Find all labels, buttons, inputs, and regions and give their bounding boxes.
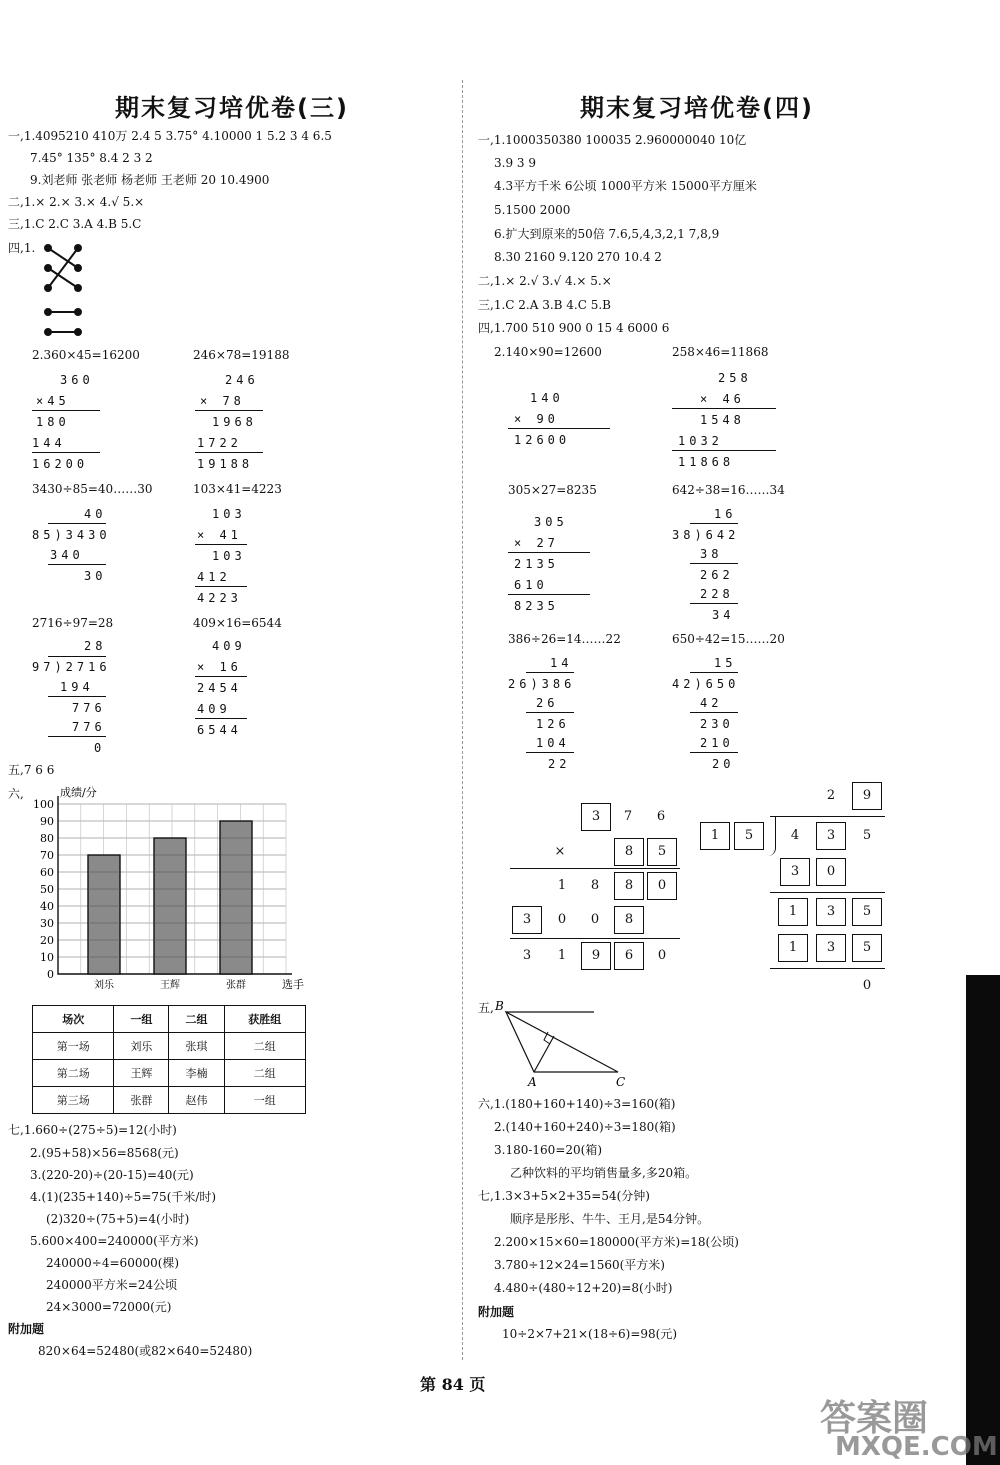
calc-rule (672, 408, 776, 409)
calc-row: 305 (534, 515, 568, 529)
table-header (33, 1006, 306, 1033)
chart-yticks (33, 798, 54, 981)
calc-rule (195, 544, 247, 545)
calc-row: 1548 (700, 413, 745, 427)
bar-chart (20, 782, 320, 994)
y-tick-label: 30 (40, 917, 54, 930)
calc-row: 412 (197, 570, 231, 584)
table-row (33, 1060, 306, 1087)
calc-rule (526, 752, 574, 753)
calc-row: × 78 (200, 394, 245, 408)
puzzle-box: 5 (647, 838, 677, 866)
table-cell: 张群 (114, 1087, 169, 1114)
right-q6-4: 乙种饮料的平均销售量多,多20箱。 (510, 1166, 698, 1180)
table-cell: 王辉 (114, 1060, 169, 1087)
point-a-label: A (528, 1075, 537, 1089)
calc-row: 2454 (197, 681, 242, 695)
chart-xlabels (94, 978, 246, 991)
puzzle-box: 5 (734, 822, 764, 850)
table-header-cell: 二组 (169, 1006, 224, 1033)
calc-row: 210 (700, 736, 734, 750)
left-q6-label: 六, (8, 787, 24, 801)
calc-row: 258 (718, 371, 752, 385)
table-row (33, 1033, 306, 1060)
calc-row: 104 (536, 736, 570, 750)
calc-eq: 103×41=4223 (193, 482, 282, 496)
puzzle-rule (770, 892, 885, 893)
right-title: 期末复习培优卷(四) (580, 94, 814, 122)
y-tick-label: 60 (40, 866, 54, 879)
calc-rule (690, 712, 738, 713)
table-cell: 张琪 (169, 1033, 224, 1060)
calc-row: 776 (72, 701, 106, 715)
left-q7-9: 24×3000=72000(元) (46, 1300, 172, 1314)
calc-row: 16 (714, 507, 737, 521)
left-q7-6: 5.600×400=240000(平方米) (30, 1234, 199, 1248)
calc-eq: 386÷26=14……22 (508, 632, 621, 646)
calc-eq: 3430÷85=40……30 (32, 482, 153, 496)
calc-row: 8235 (514, 599, 559, 613)
puzzle-box: 9 (852, 782, 882, 810)
calc-row: 26 (536, 696, 559, 710)
puzzle-box: 6 (614, 942, 644, 970)
left-q7-5: (2)320÷(75+5)=4(小时) (46, 1212, 190, 1226)
y-tick-label: 80 (40, 832, 54, 845)
calc-row: 15 (714, 656, 737, 670)
point-b-label: B (495, 999, 504, 1013)
bar-张群 (220, 821, 252, 974)
x-tick-label: 张群 (226, 980, 246, 991)
x-tick-label: 王辉 (160, 980, 180, 991)
right-q7-5: 4.480÷(480÷12+20)=8(小时) (494, 1281, 673, 1295)
table-cell: 李楠 (169, 1060, 224, 1087)
puzzle-operator: × (554, 844, 566, 859)
calc-row: 30 (84, 569, 107, 583)
calc-row: 38)642 (672, 528, 740, 542)
calc-row: 26)386 (508, 677, 576, 691)
left-q5: 五,7 6 6 (8, 763, 55, 777)
calc-row: 610 (514, 578, 548, 592)
chart-xlabel: 选手 (282, 978, 304, 991)
calc-row: 194 (60, 680, 94, 694)
right-line-4: 5.1500 2000 (494, 203, 571, 217)
calc-rule (526, 712, 574, 713)
right-q6-3: 3.180-160=20(箱) (494, 1143, 603, 1157)
puzzle-digit: 0 (657, 948, 667, 963)
calc-row: 409 (197, 702, 231, 716)
calc-row: 262 (700, 568, 734, 582)
puzzle-digit: 4 (790, 828, 800, 843)
calc-row: 97)2716 (32, 660, 111, 674)
calc-rule (690, 523, 738, 524)
right-line-1: 一,1.1000350380 100035 2.960000040 10亿 (478, 133, 747, 147)
bar-刘乐 (88, 855, 120, 974)
calc-eq: 409×16=6544 (193, 616, 282, 630)
matching-diagram (40, 240, 90, 340)
y-tick-label: 0 (47, 968, 54, 981)
right-line-5: 6.扩大到原来的50倍 7.6,5,4,3,2,1 7,8,9 (494, 227, 720, 241)
left-q7-8: 240000平方米=24公顷 (46, 1278, 178, 1292)
puzzle-box: 1 (700, 822, 730, 850)
puzzle-rule (510, 938, 680, 939)
calc-row: 42)650 (672, 677, 740, 691)
table-header-cell: 场次 (33, 1006, 114, 1033)
calc-rule (195, 452, 263, 453)
calc-row: 4223 (197, 591, 242, 605)
puzzle-box: 5 (852, 898, 882, 926)
right-line-2: 3.9 3 9 (494, 156, 536, 170)
right-line-9: 四,1.700 510 900 0 15 4 6000 6 (478, 321, 670, 335)
calc-rule (48, 564, 106, 565)
puzzle-box: 0 (816, 858, 846, 886)
calc-rule (690, 563, 738, 564)
calc-row: 28 (84, 639, 107, 653)
calc-row: 1968 (212, 415, 257, 429)
puzzle-digit: 2 (826, 788, 836, 803)
calc-row: 0 (94, 741, 106, 755)
left-q7-2: 2.(95+58)×56=8568(元) (30, 1146, 179, 1160)
left-title: 期末复习培优卷(三) (115, 94, 349, 122)
calc-eq: 305×27=8235 (508, 483, 597, 497)
calc-row: 19188 (197, 457, 254, 471)
calc-rule (508, 428, 610, 429)
left-line-3: 9.刘老师 张老师 杨老师 王老师 20 10.4900 (30, 173, 270, 187)
calc-row: × 16 (197, 660, 242, 674)
right-q6-2: 2.(140+160+240)÷3=180(箱) (494, 1120, 676, 1134)
right-q7-4: 3.780÷12×24=1560(平方米) (494, 1258, 665, 1272)
puzzle-rule (510, 868, 680, 869)
table-header-cell: 一组 (114, 1006, 169, 1033)
calc-row: 103 (212, 549, 246, 563)
puzzle-rule (770, 968, 885, 969)
calc-rule (508, 552, 590, 553)
calc-row: 6544 (197, 723, 242, 737)
calc-row: 230 (700, 717, 734, 731)
calc-rule (690, 672, 738, 673)
calc-row: 1032 (678, 434, 723, 448)
table-cell: 刘乐 (114, 1033, 169, 1060)
calc-rule (195, 676, 247, 677)
calc-row: 144 (32, 436, 66, 450)
x-tick-label: 刘乐 (94, 980, 114, 991)
table-cell: 二组 (224, 1033, 305, 1060)
puzzle-digit: 7 (623, 809, 633, 824)
calc-row: × 27 (514, 536, 559, 550)
puzzle-rule (770, 816, 885, 817)
y-tick-label: 10 (40, 951, 54, 964)
calc-eq: 258×46=11868 (672, 345, 769, 359)
table-cell: 第三场 (33, 1087, 114, 1114)
calc-row: 34 (712, 608, 735, 622)
puzzle-box: 1 (778, 898, 808, 926)
calc-row: 140 (530, 391, 564, 405)
calc-row: 180 (36, 415, 70, 429)
y-tick-label: 100 (33, 798, 54, 811)
calc-row: 340 (50, 548, 84, 562)
table-cell: 一组 (224, 1087, 305, 1114)
puzzle-box: 3 (816, 898, 846, 926)
calc-eq: 642÷38=16……34 (672, 483, 785, 497)
point-c-label: C (616, 1075, 626, 1089)
calc-rule (195, 718, 247, 719)
puzzle-digit: 6 (656, 809, 666, 824)
watermark-text: 答案圈 (820, 1398, 929, 1439)
puzzle-digit: 3 (522, 948, 532, 963)
table-header-cell: 获胜组 (224, 1006, 305, 1033)
calc-row: 42 (700, 696, 723, 710)
right-line-7: 二,1.× 2.√ 3.√ 4.× 5.× (478, 274, 612, 288)
calc-rule (508, 594, 590, 595)
watermark-url: MXQE.COM (835, 1432, 998, 1462)
calc-eq: 2716÷97=28 (32, 616, 114, 630)
calc-rule (526, 672, 574, 673)
puzzle-box: 0 (647, 872, 677, 900)
table-cell: 赵伟 (169, 1087, 224, 1114)
left-line-6: 四,1. (8, 241, 36, 255)
scan-edge (966, 975, 1000, 1465)
puzzle-digit: 0 (862, 978, 872, 993)
puzzle-box: 3 (581, 803, 611, 831)
table-cell: 二组 (224, 1060, 305, 1087)
right-line-8: 三,1.C 2.A 3.B 4.C 5.B (478, 298, 611, 312)
calc-rule (32, 410, 100, 411)
calc-rule (690, 752, 738, 753)
left-q7-4: 4.(1)(235+140)÷5=75(千米/时) (30, 1190, 217, 1204)
y-tick-label: 40 (40, 900, 54, 913)
calc-row: 20 (712, 757, 735, 771)
calc-rule (48, 523, 106, 524)
puzzle-box: 5 (852, 934, 882, 962)
left-line-2: 7.45° 135° 8.4 2 3 2 (30, 151, 153, 165)
calc-rule (48, 696, 106, 697)
right-q6-1: 六,1.(180+160+140)÷3=160(箱) (478, 1097, 676, 1111)
puzzle-digit: 1 (557, 948, 567, 963)
calc-row: 360 (60, 373, 94, 387)
right-line-3: 4.3平方千米 6公顷 1000平方米 15000平方厘米 (494, 179, 757, 193)
y-tick-label: 90 (40, 815, 54, 828)
left-line-5: 三,1.C 2.C 3.A 4.B 5.C (8, 217, 142, 231)
calc-row: 2135 (514, 557, 559, 571)
calc-row: 16200 (32, 457, 89, 471)
puzzle-box: 8 (614, 872, 644, 900)
calc-row: × 46 (700, 392, 745, 406)
puzzle-box: 1 (778, 934, 808, 962)
division-bracket (768, 816, 776, 856)
calc-eq: 2.140×90=12600 (494, 345, 602, 359)
calc-row: 409 (212, 639, 246, 653)
left-extra-title: 附加题 (8, 1322, 45, 1336)
puzzle-box: 3 (816, 822, 846, 850)
y-tick-label: 50 (40, 883, 54, 896)
left-q7-1: 七,1.660÷(275÷5)=12(小时) (8, 1123, 177, 1137)
table-cell: 第一场 (33, 1033, 114, 1060)
left-q7-7: 240000÷4=60000(棵) (46, 1256, 180, 1270)
calc-row: × 90 (514, 412, 559, 426)
calc-rule (672, 450, 776, 451)
calc-rule (32, 452, 100, 453)
calc-row: 776 (72, 720, 106, 734)
triangle-figure (490, 998, 630, 1090)
calc-row: 85)3430 (32, 528, 111, 542)
calc-rule (195, 586, 247, 587)
calc-row: × 41 (197, 528, 242, 542)
right-q7-1: 七,1.3×3+5×2+35=54(分钟) (478, 1189, 650, 1203)
page-number: 第 84 页 (420, 1375, 486, 1394)
chart-bars (88, 821, 252, 974)
puzzle-box: 3 (512, 906, 542, 934)
puzzle-box: 9 (581, 942, 611, 970)
calc-rule (195, 410, 263, 411)
calc-row: 12600 (514, 433, 571, 447)
calc-row: 126 (536, 717, 570, 731)
y-tick-label: 70 (40, 849, 54, 862)
puzzle-digit: 1 (557, 878, 567, 893)
y-tick-label: 20 (40, 934, 54, 947)
calc-row: 1722 (197, 436, 242, 450)
left-line-4: 二,1.× 2.× 3.× 4.√ 5.× (8, 195, 145, 209)
left-line-1: 一,1.4095210 410万 2.4 5 3.75° 4.10000 1 5.2 3 4 6.5 (8, 129, 332, 143)
puzzle-digit: 0 (557, 912, 567, 927)
table-cell: 第二场 (33, 1060, 114, 1087)
puzzle-box: 3 (780, 858, 810, 886)
calc-row: 228 (700, 587, 734, 601)
right-q7-3: 2.200×15×60=180000(平方米)=18(公顷) (494, 1235, 739, 1249)
left-extra: 820×64=52480(或82×640=52480) (38, 1344, 253, 1358)
puzzle-digit: 0 (590, 912, 600, 927)
right-q5-label: 五, (478, 1001, 494, 1015)
calc-row: ×45 (36, 394, 70, 408)
calc-row: 38 (700, 547, 723, 561)
calc-row: 246 (225, 373, 259, 387)
puzzle-box: 3 (816, 934, 846, 962)
score-table (32, 1005, 306, 1114)
column-divider (462, 80, 463, 1360)
puzzle-box: 8 (614, 838, 644, 866)
right-q7-2: 顺序是彤彤、牛牛、王月,是54分钟。 (510, 1212, 710, 1226)
chart-ylabel: 成绩/分 (60, 786, 97, 799)
puzzle-box: 8 (614, 906, 644, 934)
table-row (33, 1087, 306, 1114)
calc-eq: 246×78=19188 (193, 348, 290, 362)
right-line-6: 8.30 2160 9.120 270 10.4 2 (494, 250, 662, 264)
calc-row: 22 (548, 757, 571, 771)
calc-row: 40 (84, 507, 107, 521)
calc-rule (690, 603, 738, 604)
right-extra-title: 附加题 (478, 1305, 515, 1319)
puzzle-digit: 8 (590, 878, 600, 893)
left-q7-3: 3.(220-20)÷(20-15)=40(元) (30, 1168, 194, 1182)
calc-rule (48, 736, 106, 737)
calc-row: 103 (212, 507, 246, 521)
calc-row: 11868 (678, 455, 735, 469)
calc-row: 14 (550, 656, 573, 670)
calc-eq: 2.360×45=16200 (32, 348, 140, 362)
puzzle-digit: 5 (862, 828, 872, 843)
calc-rule (48, 656, 106, 657)
right-extra: 10÷2×7+21×(18÷6)=98(元) (502, 1327, 678, 1341)
calc-eq: 650÷42=15……20 (672, 632, 785, 646)
